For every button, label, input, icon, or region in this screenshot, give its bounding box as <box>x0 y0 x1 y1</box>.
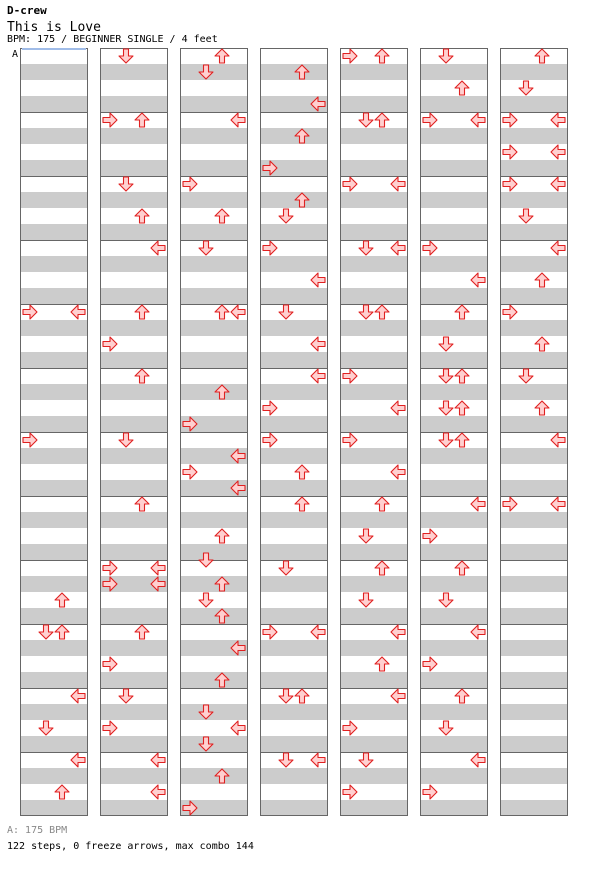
beat-band <box>180 96 248 112</box>
beat-band <box>500 704 568 720</box>
beat-band <box>340 608 408 624</box>
beat-band <box>500 576 568 592</box>
beat-band <box>340 736 408 752</box>
beat-band <box>420 256 488 272</box>
beat-band <box>20 448 88 464</box>
beat-band <box>420 96 488 112</box>
beat-band <box>20 256 88 272</box>
beat-band <box>100 160 168 176</box>
beat-band <box>500 352 568 368</box>
beat-band <box>420 224 488 240</box>
beat-band <box>420 576 488 592</box>
beat-band <box>420 320 488 336</box>
beat-band <box>180 768 248 784</box>
beat-band <box>260 800 328 816</box>
chart-info: BPM: 175 / BEGINNER SINGLE / 4 feet <box>7 34 218 45</box>
beat-band <box>180 320 248 336</box>
beat-band <box>100 480 168 496</box>
beat-band <box>20 160 88 176</box>
beat-band <box>340 416 408 432</box>
bpm-marker-label: A <box>12 49 19 60</box>
beat-band <box>420 704 488 720</box>
beat-band <box>420 672 488 688</box>
beat-band <box>100 96 168 112</box>
chart-column <box>180 48 248 816</box>
beat-band <box>260 512 328 528</box>
beat-band <box>180 352 248 368</box>
beat-band <box>340 192 408 208</box>
beat-band <box>260 480 328 496</box>
beat-band <box>20 736 88 752</box>
beat-band <box>180 256 248 272</box>
beat-band <box>500 320 568 336</box>
beat-band <box>20 800 88 816</box>
beat-band <box>420 192 488 208</box>
beat-band <box>100 704 168 720</box>
beat-band <box>100 736 168 752</box>
beat-band <box>420 480 488 496</box>
beat-band <box>20 544 88 560</box>
beat-band <box>180 704 248 720</box>
beat-band <box>500 160 568 176</box>
beat-band <box>20 64 88 80</box>
beat-band <box>20 320 88 336</box>
beat-band <box>500 192 568 208</box>
beat-band <box>20 128 88 144</box>
beat-band <box>420 512 488 528</box>
beat-band <box>500 96 568 112</box>
beat-band <box>180 576 248 592</box>
beat-band <box>500 224 568 240</box>
beat-band <box>340 160 408 176</box>
beat-band <box>180 128 248 144</box>
beat-band <box>500 64 568 80</box>
beat-band <box>260 288 328 304</box>
beat-band <box>500 128 568 144</box>
beat-band <box>180 192 248 208</box>
beat-band <box>100 544 168 560</box>
beat-band <box>500 416 568 432</box>
beat-band <box>180 544 248 560</box>
beat-band <box>20 704 88 720</box>
beat-band <box>180 160 248 176</box>
beat-band <box>500 384 568 400</box>
beat-band <box>100 640 168 656</box>
beat-band <box>260 640 328 656</box>
beat-band <box>420 416 488 432</box>
beat-band <box>20 352 88 368</box>
beat-band <box>420 160 488 176</box>
beat-band <box>260 256 328 272</box>
beat-band <box>340 800 408 816</box>
beat-band <box>100 128 168 144</box>
beat-band <box>20 416 88 432</box>
beat-band <box>100 448 168 464</box>
beat-band <box>420 736 488 752</box>
beat-band <box>340 384 408 400</box>
chart-column <box>500 48 568 816</box>
beat-band <box>180 288 248 304</box>
beat-band <box>340 704 408 720</box>
beat-band <box>100 384 168 400</box>
beat-band <box>180 64 248 80</box>
beat-band <box>100 768 168 784</box>
beat-band <box>340 64 408 80</box>
beat-band <box>100 800 168 816</box>
beat-band <box>100 512 168 528</box>
beat-band <box>20 96 88 112</box>
beat-band <box>20 288 88 304</box>
beat-band <box>180 672 248 688</box>
beat-band <box>420 352 488 368</box>
beat-band <box>100 224 168 240</box>
chart-column <box>260 48 328 816</box>
beat-band <box>20 576 88 592</box>
beat-band <box>420 640 488 656</box>
beat-band <box>260 608 328 624</box>
beat-band <box>260 416 328 432</box>
beat-band <box>340 640 408 656</box>
beat-band <box>500 672 568 688</box>
beat-band <box>260 192 328 208</box>
beat-band <box>340 256 408 272</box>
beat-band <box>260 576 328 592</box>
beat-band <box>420 544 488 560</box>
beat-band <box>340 768 408 784</box>
beat-band <box>20 480 88 496</box>
beat-band <box>20 384 88 400</box>
beat-band <box>260 224 328 240</box>
beat-band <box>100 256 168 272</box>
beat-band <box>20 192 88 208</box>
song-title: This is Love <box>7 20 101 35</box>
beat-band <box>260 544 328 560</box>
beat-band <box>100 192 168 208</box>
beat-band <box>500 608 568 624</box>
beat-band <box>100 672 168 688</box>
beat-band <box>500 448 568 464</box>
beat-band <box>20 768 88 784</box>
beat-band <box>500 768 568 784</box>
beat-band <box>340 512 408 528</box>
beat-band <box>20 512 88 528</box>
beat-band <box>180 384 248 400</box>
beat-band <box>340 448 408 464</box>
beat-band <box>500 480 568 496</box>
step-summary: 122 steps, 0 freeze arrows, max combo 144 <box>7 841 254 852</box>
beat-band <box>500 640 568 656</box>
chart-column <box>420 48 488 816</box>
beat-band <box>340 224 408 240</box>
beat-band <box>20 224 88 240</box>
beat-band <box>420 800 488 816</box>
bpm-note: A: 175 BPM <box>7 825 68 836</box>
beat-band <box>340 672 408 688</box>
beat-band <box>260 128 328 144</box>
beat-band <box>260 448 328 464</box>
chart-column <box>340 48 408 816</box>
beat-band <box>420 448 488 464</box>
beat-band <box>340 352 408 368</box>
beat-band <box>100 416 168 432</box>
beat-band <box>260 672 328 688</box>
beat-band <box>340 480 408 496</box>
beat-band <box>180 512 248 528</box>
beat-band <box>500 512 568 528</box>
beat-band <box>340 544 408 560</box>
chart-column <box>20 48 88 816</box>
chart-column <box>100 48 168 816</box>
beat-band <box>100 288 168 304</box>
beat-band <box>500 288 568 304</box>
beat-band <box>340 128 408 144</box>
beat-band <box>420 128 488 144</box>
beat-band <box>20 672 88 688</box>
beat-band <box>500 256 568 272</box>
beat-band <box>420 64 488 80</box>
beat-band <box>180 608 248 624</box>
beat-band <box>260 384 328 400</box>
beat-band <box>260 352 328 368</box>
beat-band <box>180 736 248 752</box>
beat-band <box>100 352 168 368</box>
beat-band <box>340 320 408 336</box>
beat-band <box>340 96 408 112</box>
beat-band <box>100 320 168 336</box>
beat-band <box>260 704 328 720</box>
beat-band <box>340 288 408 304</box>
beat-band <box>340 576 408 592</box>
song-artist: D-crew <box>7 4 47 17</box>
beat-band <box>420 768 488 784</box>
beat-band <box>500 736 568 752</box>
beat-band <box>20 608 88 624</box>
beat-band <box>420 288 488 304</box>
beat-band <box>420 608 488 624</box>
beat-band <box>260 736 328 752</box>
beat-band <box>500 800 568 816</box>
beat-band <box>260 64 328 80</box>
beat-band <box>260 768 328 784</box>
beat-band <box>180 224 248 240</box>
beat-band <box>20 640 88 656</box>
beat-band <box>500 544 568 560</box>
beat-band <box>420 384 488 400</box>
beat-band <box>100 608 168 624</box>
beat-band <box>100 64 168 80</box>
beat-band <box>260 320 328 336</box>
